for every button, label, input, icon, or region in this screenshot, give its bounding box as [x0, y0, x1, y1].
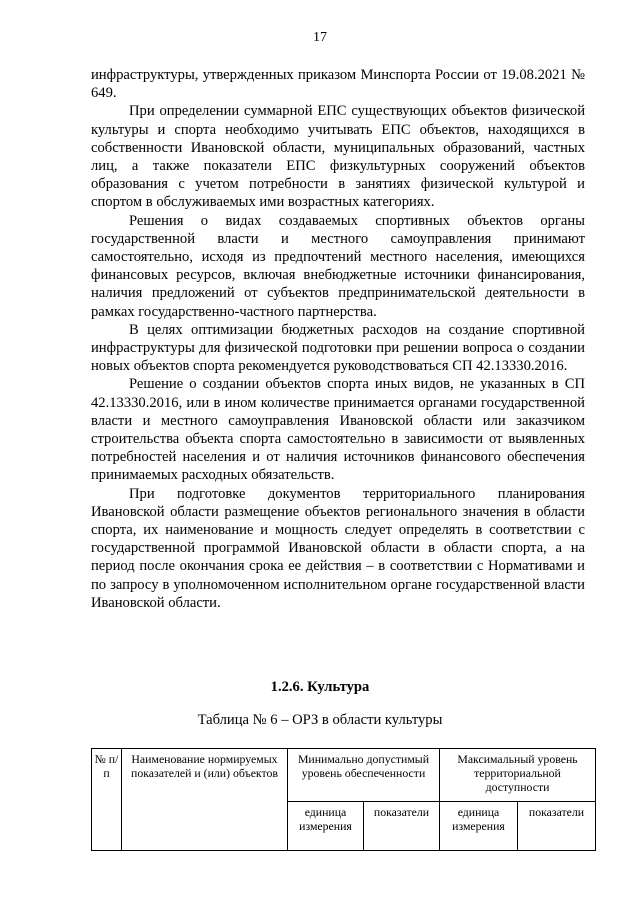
paragraph-4: В целях оптимизации бюджетных расходов на создание спортивной инфраструктуры для физической подготовки при решении вопроса о создании новых объектов спорта рекомендуется руководствоваться СП 42.13330.2016.	[91, 321, 585, 375]
paragraph-3: Решения о видах создаваемых спортивных объектов органы государственной власти и местного самоуправления принимают самостоятельно, исходя из предпочтений местного населения, имеющихся финансовых ресурсов, включая внебюджетные источники финансирования, наличия предложений от субъектов предпринимательской деятельности в рамках государственно-частного партнерства.	[91, 212, 585, 320]
col-header-max-access: Максимальный уровень территориальной доступности	[440, 749, 596, 802]
body-text	[91, 66, 585, 612]
col-header-name: Наименование нормируемых показателей и (или) объектов	[122, 749, 288, 851]
paragraph-2: При определении суммарной ЕПС существующих объектов физической культуры и спорта необходимо учитывать ЕПС объектов, находящихся в собственности Ивановской области, муниципальных образований, частных лиц, а также показатели ЕПС физкультурных сооружений объектов образования с учетом потребности в занятиях физической культурой и спортом в обслуживаемых ими возрастных категориях.	[91, 103, 585, 211]
sub-header-unit-1: единица измерения	[288, 802, 364, 851]
sub-header-indicators-1: показатели	[364, 802, 440, 851]
page-number: 17	[313, 30, 327, 45]
paragraph-5: Решение о создании объектов спорта иных видов, не указанных в СП 42.13330.2016, или в ином количестве принимается органами государственной власти и местного самоуправления Ивановской области или заказчиком строительства объекта спорта самостоятельно в зависимости от выявленных потребностей населения и от наличия источников финансового обеспечения принимаемых расходных обязательств.	[91, 376, 585, 484]
col-header-number: № п/п	[92, 749, 122, 851]
paragraph-1: инфраструктуры, утвержденных приказом Минспорта России от 19.08.2021 № 649.	[91, 67, 585, 102]
col-header-min-level: Минимально допустимый уровень обеспеченности	[288, 749, 440, 802]
section-title: 1.2.6. Культура	[270, 679, 370, 695]
sub-header-unit-2: единица измерения	[440, 802, 518, 851]
sub-header-indicators-2: показатели	[518, 802, 596, 851]
culture-table	[91, 748, 596, 851]
paragraph-6: При подготовке документов территориального планирования Ивановской области размещение объектов регионального значения в области спорта, их наименование и мощность следует определять в соответствии с государственной программой Ивановской области в области спорта, а на период после окончания срока ее действия – в соответствии с Нормативами и по запросу в уполномоченном исполнительном органе государственной власти Ивановской области.	[91, 485, 585, 611]
table-caption: Таблица № 6 – ОРЗ в области культуры	[197, 712, 443, 728]
